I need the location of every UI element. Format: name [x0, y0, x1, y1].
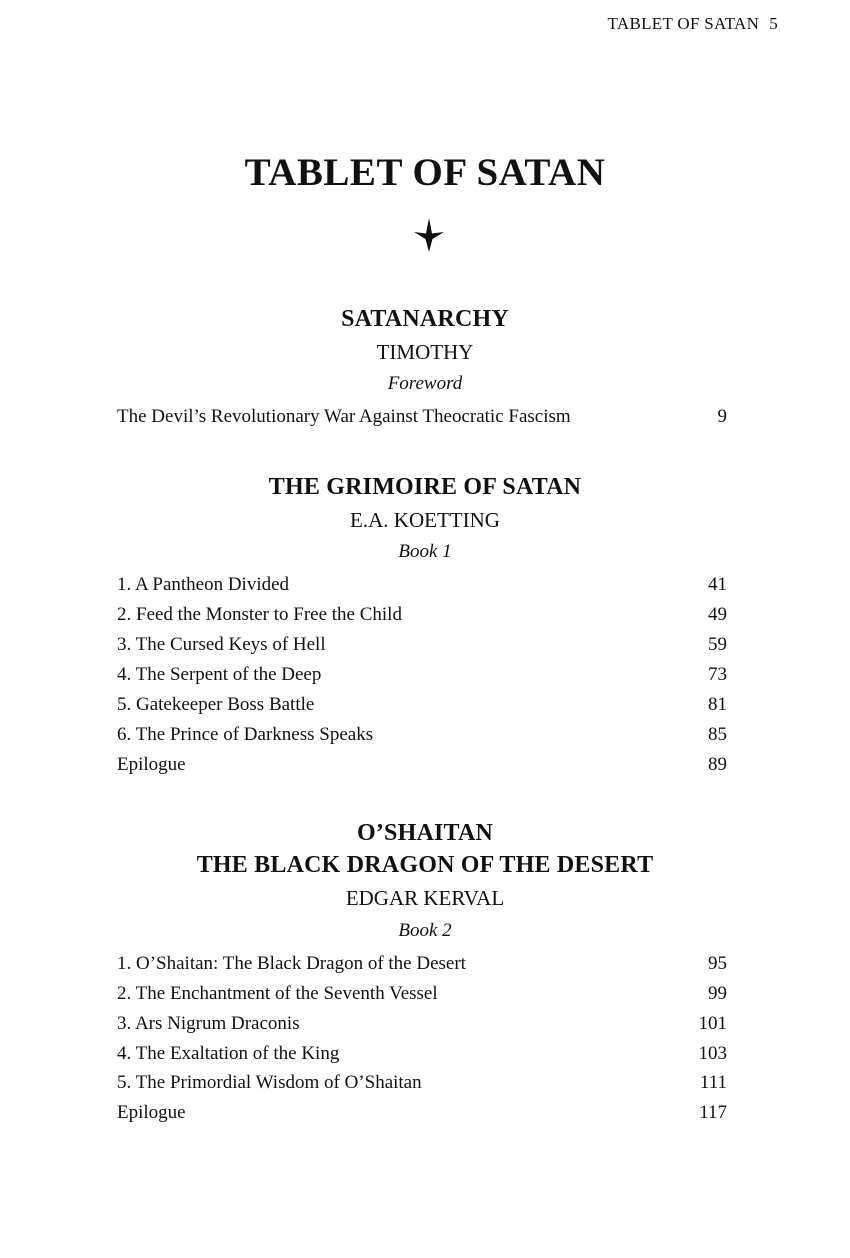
toc-entry-title: 2. Feed the Monster to Free the Child [117, 604, 402, 625]
section-subtitle: Foreword [387, 373, 463, 394]
toc-entry-title: 4. The Exaltation of the King [117, 1043, 340, 1064]
toc-entry[interactable] [117, 634, 727, 660]
section-subtitle: Book 1 [398, 541, 452, 562]
toc-entry-title: 3. Ars Nigrum Draconis [117, 1013, 300, 1034]
toc-entry[interactable] [117, 754, 727, 780]
toc-entry-page: 95 [708, 953, 727, 974]
section-author: E.A. KOETTING [350, 508, 500, 532]
toc-entry-title: 5. Gatekeeper Boss Battle [117, 694, 315, 715]
toc-entry-page: 41 [708, 574, 727, 595]
toc-entry[interactable] [117, 1013, 727, 1039]
toc-entry-page: 117 [699, 1102, 727, 1123]
toc-entry[interactable] [117, 574, 727, 600]
section-subtitle: Book 2 [398, 920, 452, 941]
toc-entry-page: 59 [708, 634, 727, 655]
toc-entry-page: 101 [698, 1013, 727, 1034]
page-number: 5 [769, 14, 778, 33]
toc-entry-page: 85 [708, 724, 727, 745]
toc-entry[interactable] [117, 983, 727, 1009]
toc-entry-page: 103 [698, 1043, 727, 1064]
toc-entry[interactable] [117, 953, 727, 979]
toc-entry[interactable] [117, 1102, 727, 1128]
section-author: TIMOTHY [376, 340, 474, 364]
toc-entry-page: 49 [708, 604, 727, 625]
running-header [608, 14, 778, 34]
toc-entry[interactable] [117, 724, 727, 750]
toc-entry-title: 3. The Cursed Keys of Hell [117, 634, 326, 655]
page-title: TABLET OF SATAN [244, 151, 606, 194]
toc-entry-title: 2. The Enchantment of the Seventh Vessel [117, 983, 438, 1004]
toc-entry[interactable] [117, 694, 727, 720]
toc-entry-title: 1. A Pantheon Divided [117, 574, 290, 595]
toc-entry-title: 1. O’Shaitan: The Black Dragon of the Desert [117, 953, 466, 974]
section-title-grimoire: THE GRIMOIRE OF SATAN [268, 474, 582, 500]
section-title-black-dragon: THE BLACK DRAGON OF THE DESERT [196, 852, 654, 878]
toc-entry-title: 4. The Serpent of the Deep [117, 664, 322, 685]
toc-entry-title: Epilogue [117, 1102, 186, 1123]
toc-entry-title: 5. The Primordial Wisdom of O’Shaitan [117, 1072, 422, 1093]
toc-entry-page: 89 [708, 754, 727, 775]
toc-entry-title: The Devil’s Revolutionary War Against Theocratic Fascism [117, 406, 571, 427]
toc-entry[interactable] [117, 1072, 727, 1098]
section-title-satanarchy: SATANARCHY [341, 306, 509, 332]
toc-entry-page: 73 [708, 664, 727, 685]
toc-entry[interactable] [117, 1043, 727, 1069]
running-title: TABLET OF SATAN [607, 14, 760, 33]
toc-entry[interactable] [117, 604, 727, 630]
toc-entry-page: 9 [717, 406, 727, 427]
toc-entry-page: 111 [699, 1072, 727, 1093]
section-title-oshaitan: O’SHAITAN [356, 820, 494, 846]
toc-entry-title: 6. The Prince of Darkness Speaks [117, 724, 374, 745]
toc-entry-page: 99 [708, 983, 727, 1004]
toc-entry[interactable] [117, 406, 727, 432]
toc-entry-title: Epilogue [117, 754, 186, 775]
toc-entry-page: 81 [708, 694, 727, 715]
toc-entry[interactable] [117, 664, 727, 690]
pentagram-star-icon [413, 218, 445, 252]
section-author: EDGAR KERVAL [345, 886, 505, 910]
